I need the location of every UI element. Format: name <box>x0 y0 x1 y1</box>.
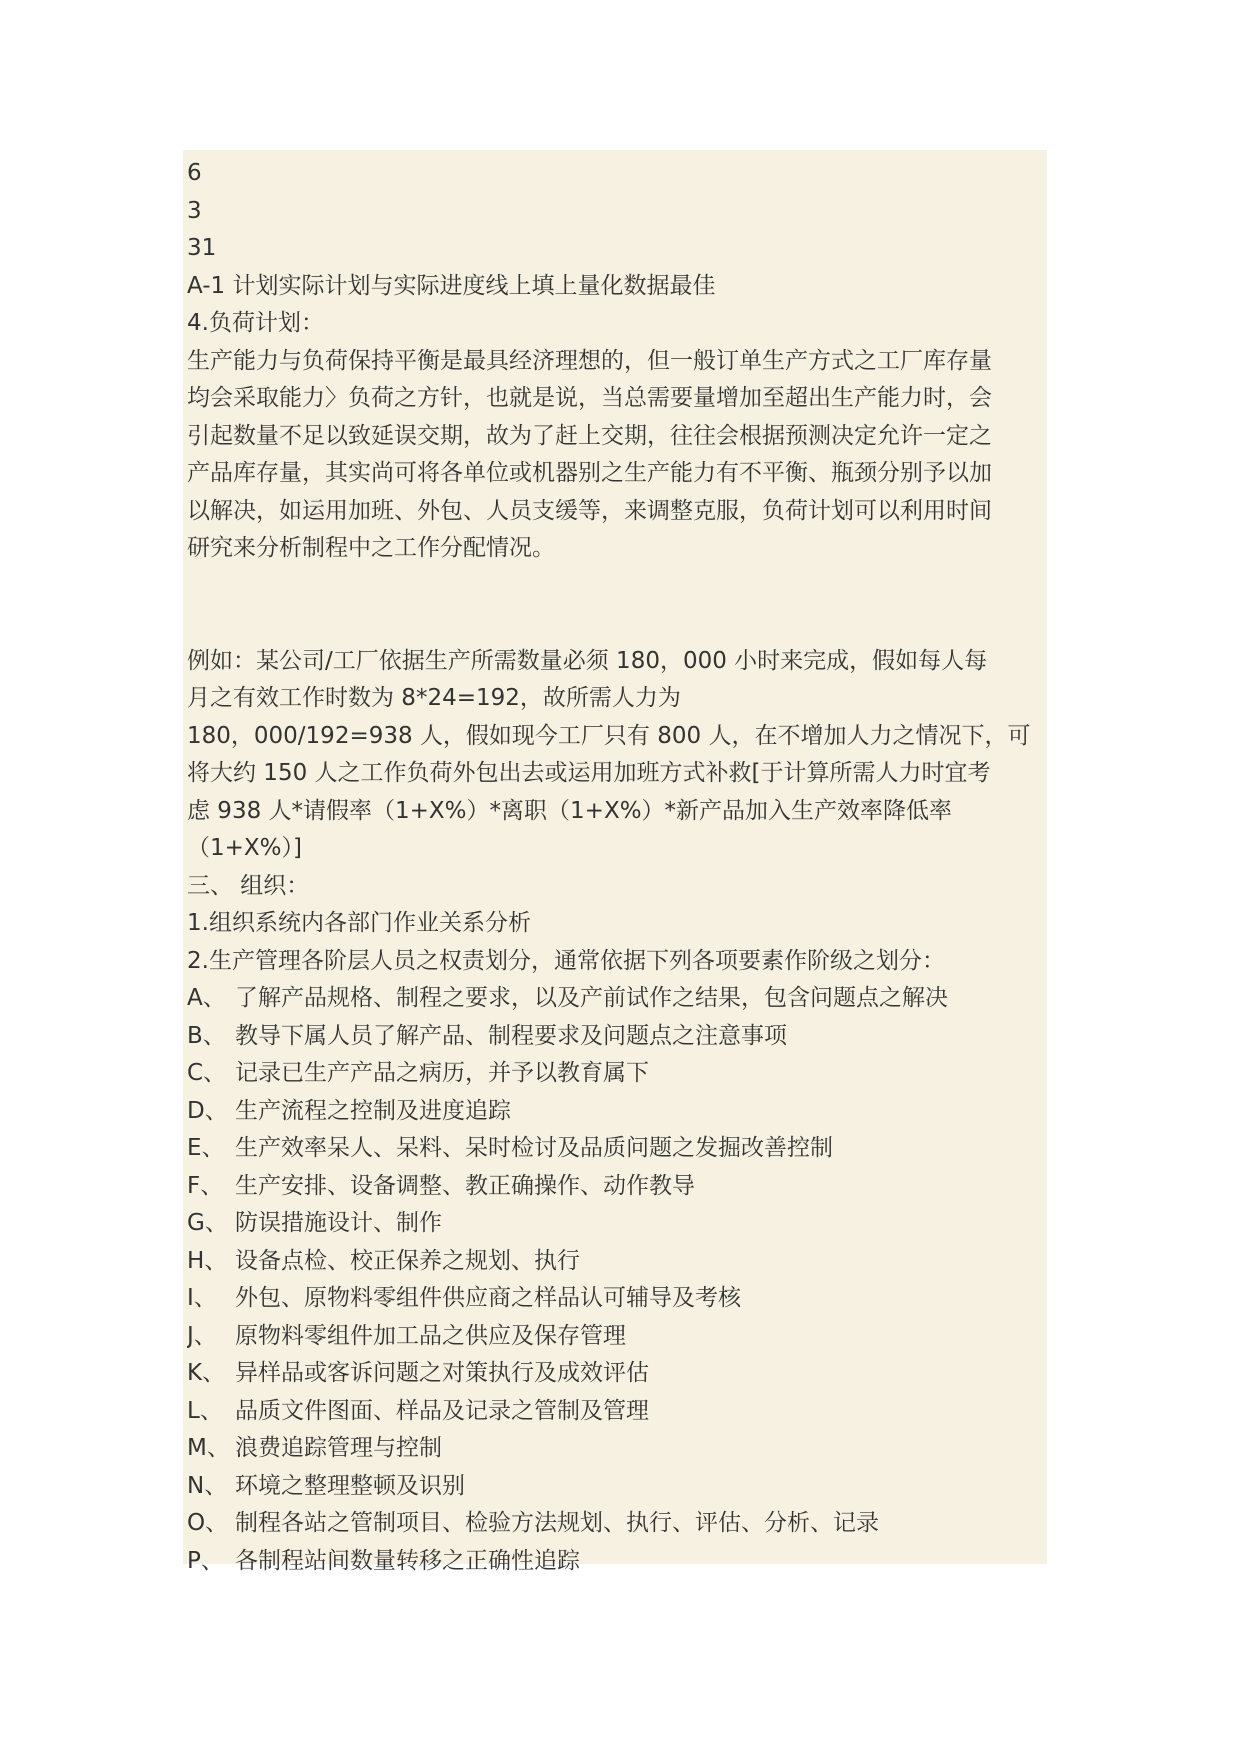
list-item <box>187 1543 1045 1581</box>
text-line: 3 <box>187 197 202 224</box>
list-item <box>187 1018 1045 1056</box>
list-item <box>187 1468 1045 1506</box>
list-item-text: 生产安排、设备调整、教正确操作、动作教导 <box>235 1172 695 1199</box>
list-item-label: O、 <box>187 1510 229 1536</box>
list-item <box>187 1055 1045 1093</box>
list-item-text: 生产流程之控制及进度追踪 <box>235 1097 511 1124</box>
example-line: （1+X%）] <box>187 835 302 861</box>
list-item-text: 品质文件图面、样品及记录之管制及管理 <box>235 1397 649 1424</box>
list-item-label: B、 <box>187 1022 226 1049</box>
list-item-text: 原物料零组件加工品之供应及保存管理 <box>235 1322 626 1349</box>
content-block <box>183 150 1047 1574</box>
list-item-label: L、 <box>187 1397 223 1424</box>
list-item <box>187 1243 1045 1281</box>
list-item-label: G、 <box>187 1210 228 1236</box>
example-line: 将大约 150 人之工作负荷外包出去或运用加班方式补救[于计算所需人力时宜考 <box>187 760 991 786</box>
list-item <box>187 1393 1045 1431</box>
list-item <box>187 1355 1045 1393</box>
list-item-text: 记录已生产产品之病历，并予以教育属下 <box>235 1060 649 1086</box>
example-line: 月之有效工作时数为 8*24=192，故所需人力为 <box>187 685 681 711</box>
list-item-text: 环境之整理整顿及识别 <box>235 1472 465 1499</box>
section-heading: 4.负荷计划： <box>187 310 324 336</box>
list-item-label: E、 <box>187 1135 225 1161</box>
paragraph-line: 生产能力与负荷保持平衡是最具经济理想的，但一般订单生产方式之工厂库存量 <box>187 347 992 374</box>
list-item-label: N、 <box>187 1472 228 1499</box>
list-item-label: F、 <box>187 1172 224 1199</box>
list-item <box>187 1505 1045 1543</box>
list-item <box>187 1205 1045 1243</box>
text-line: A-1 计划实际计划与实际进度线上填上量化数据最佳 <box>187 272 716 299</box>
list-item-text: 教导下属人员了解产品、制程要求及问题点之注意事项 <box>235 1022 787 1049</box>
section-heading: 三、 组织： <box>187 872 310 899</box>
list-item-label: C、 <box>187 1060 227 1086</box>
list-item <box>187 1430 1045 1468</box>
paragraph-line: 均会采取能力〉负荷之方针，也就是说，当总需要量增加至超出生产能力时，会 <box>187 385 992 411</box>
paragraph-line: 以解决，如运用加班、外包、人员支缓等，来调整克服，负荷计划可以利用时间 <box>187 497 992 524</box>
paragraph-line: 引起数量不足以致延误交期，故为了赶上交期，往往会根据预测决定允许一定之 <box>187 422 992 449</box>
example-line: 虑 938 人*请假率（1+X%）*离职（1+X%）*新产品加入生产效率降低率 <box>187 797 953 824</box>
list-item-label: D、 <box>187 1097 228 1124</box>
list-item-label: H、 <box>187 1247 228 1274</box>
list-item-label: A、 <box>187 985 226 1011</box>
list-item-text: 制程各站之管制项目、检验方法规划、执行、评估、分析、记录 <box>235 1510 879 1536</box>
list-item-text: 外包、原物料零组件供应商之样品认可辅导及考核 <box>235 1285 741 1311</box>
list-item-label: I、 <box>187 1285 217 1311</box>
list-item-text: 各制程站间数量转移之正确性追踪 <box>235 1547 580 1574</box>
example-line: 180，000/192=938 人，假如现今工厂只有 800 人，在不增加人力之情况下，可 <box>187 722 1031 749</box>
text-area <box>187 155 1045 1580</box>
list-item <box>187 1280 1045 1318</box>
list-item-label: K、 <box>187 1360 226 1386</box>
list-item-text: 防误措施设计、制作 <box>235 1210 442 1236</box>
paragraph-gap <box>187 568 1045 643</box>
paragraph-line: 研究来分析制程中之工作分配情况。 <box>187 535 555 561</box>
list-item-text: 设备点检、校正保养之规划、执行 <box>235 1247 580 1274</box>
list-item <box>187 1318 1045 1356</box>
list-item-label: M、 <box>187 1435 230 1461</box>
list-item-text: 异样品或客诉问题之对策执行及成效评估 <box>235 1360 649 1386</box>
text-line: 6 <box>187 160 202 186</box>
list-item <box>187 1130 1045 1168</box>
list-item <box>187 1093 1045 1131</box>
list-item <box>187 980 1045 1018</box>
list-item-text: 了解产品规格、制程之要求，以及产前试作之结果，包含问题点之解决 <box>235 985 948 1011</box>
list-item-label: J、 <box>187 1322 217 1349</box>
list-item-text: 生产效率呆人、呆料、呆时检讨及品质问题之发掘改善控制 <box>235 1135 833 1161</box>
text-line: 2.生产管理各阶层人员之权责划分，通常依据下列各项要素作阶级之划分： <box>187 947 945 974</box>
paragraph-line: 产品库存量，其实尚可将各单位或机器别之生产能力有不平衡、瓶颈分别予以加 <box>187 460 992 486</box>
text-line: 31 <box>187 235 217 261</box>
list-item-label: P、 <box>187 1547 224 1574</box>
text-line: 1.组织系统内各部门作业关系分析 <box>187 910 531 936</box>
list-item <box>187 1168 1045 1206</box>
list-item-text: 浪费追踪管理与控制 <box>235 1435 442 1461</box>
example-line: 例如：某公司/工厂依据生产所需数量必须 180，000 小时来完成，假如每人每 <box>187 647 988 674</box>
